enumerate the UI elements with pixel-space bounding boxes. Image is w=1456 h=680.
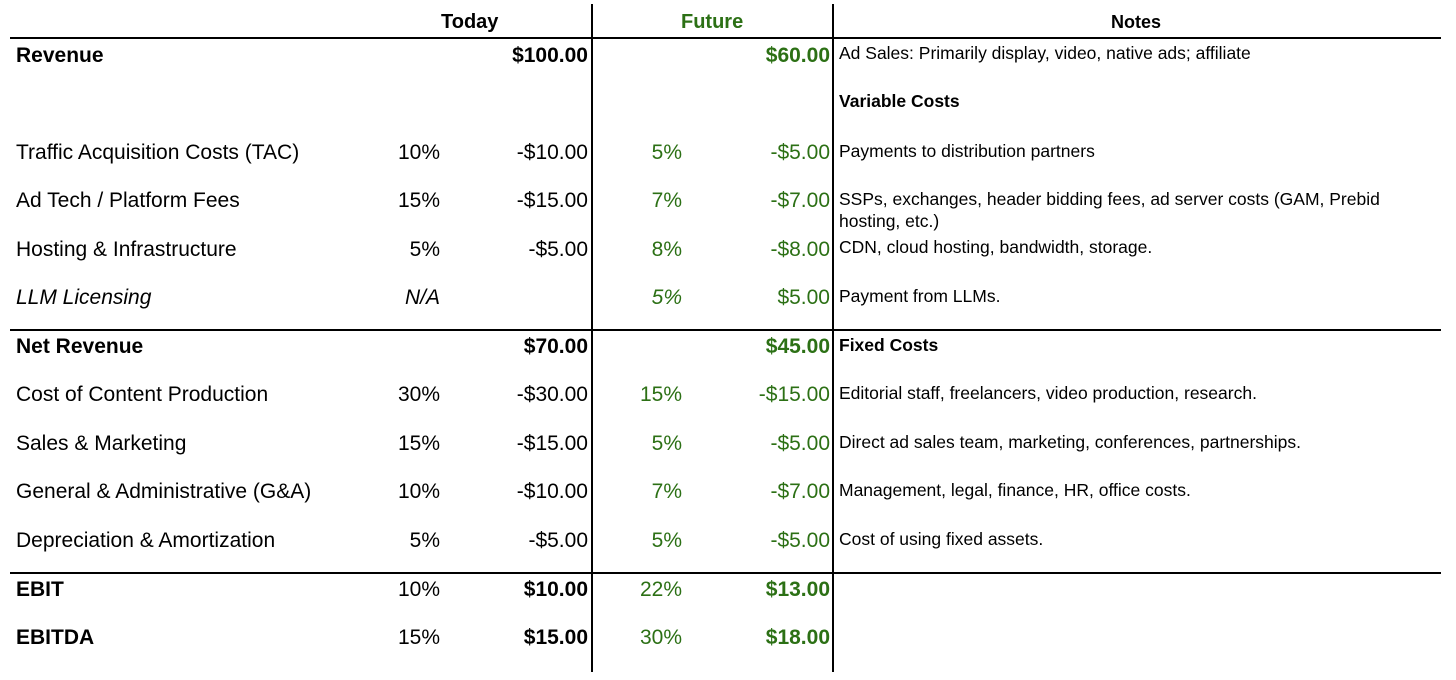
today-percent: 15% <box>397 626 440 649</box>
row-label: Traffic Acquisition Costs (TAC) <box>16 141 300 164</box>
today-percent: 15% <box>397 189 440 212</box>
row-ebitda <box>0 614 1456 662</box>
row-note: Editorial staff, freelancers, video production, research. <box>839 383 1257 403</box>
today-amount: -$30.00 <box>516 383 588 406</box>
future-percent: 8% <box>651 238 682 261</box>
today-percent: 30% <box>397 383 440 406</box>
row-net-revenue <box>0 323 1456 371</box>
future-amount: -$5.00 <box>770 529 830 552</box>
future-amount: $45.00 <box>765 335 830 358</box>
row-note: Payment from LLMs. <box>839 286 1001 306</box>
row-note: CDN, cloud hosting, bandwidth, storage. <box>839 237 1153 257</box>
row-label: Cost of Content Production <box>16 383 269 406</box>
row-llm-licensing <box>0 274 1456 322</box>
today-amount: $10.00 <box>523 578 588 601</box>
future-amount: $5.00 <box>777 286 830 309</box>
row-label: Ad Tech / Platform Fees <box>16 189 240 212</box>
today-amount: -$10.00 <box>516 480 588 503</box>
future-percent: 15% <box>639 383 682 406</box>
today-percent: 10% <box>397 141 440 164</box>
row-label: EBIT <box>16 578 64 601</box>
future-amount: -$5.00 <box>770 141 830 164</box>
row-note: Ad Sales: Primarily display, video, native ads; affiliate <box>839 43 1251 63</box>
today-amount: $70.00 <box>523 335 588 358</box>
future-percent: 30% <box>639 626 682 649</box>
row-note: Direct ad sales team, marketing, conferences, partnerships. <box>839 432 1302 452</box>
today-percent: 10% <box>397 480 440 503</box>
row-label: Hosting & Infrastructure <box>16 238 237 261</box>
today-amount: -$15.00 <box>516 189 588 212</box>
section-heading-fixed-costs: Fixed Costs <box>839 335 939 355</box>
today-amount: -$15.00 <box>516 432 588 455</box>
future-percent: 7% <box>651 480 682 503</box>
today-percent: N/A <box>404 286 440 309</box>
row-ebit <box>0 566 1456 614</box>
row-label: Net Revenue <box>16 335 144 358</box>
today-percent: 5% <box>409 238 440 261</box>
row-label: LLM Licensing <box>16 286 152 309</box>
today-percent: 10% <box>397 578 440 601</box>
row-note: SSPs, exchanges, header bidding fees, ad server costs (GAM, Prebid hosting, etc.) <box>839 189 1380 231</box>
row-sales-marketing <box>0 420 1456 468</box>
row-label: Revenue <box>16 44 104 67</box>
today-amount: -$5.00 <box>528 529 588 552</box>
today-amount: -$10.00 <box>516 141 588 164</box>
future-amount: $13.00 <box>765 578 830 601</box>
future-amount: -$5.00 <box>770 432 830 455</box>
future-percent: 5% <box>651 432 682 455</box>
row-tac <box>0 129 1456 177</box>
row-content-production <box>0 371 1456 419</box>
future-amount: $18.00 <box>765 626 830 649</box>
today-percent: 5% <box>409 529 440 552</box>
future-amount: -$7.00 <box>770 189 830 212</box>
future-percent: 5% <box>651 529 682 552</box>
future-percent: 5% <box>651 141 682 164</box>
header-today: Today <box>441 11 499 33</box>
row-ad-tech <box>0 177 1456 231</box>
row-general-administrative <box>0 468 1456 516</box>
row-label: General & Administrative (G&A) <box>16 480 312 503</box>
row-note: Payments to distribution partners <box>839 141 1095 161</box>
future-percent: 5% <box>651 286 682 309</box>
today-amount: $15.00 <box>523 626 588 649</box>
today-percent: 15% <box>397 432 440 455</box>
future-amount: $60.00 <box>765 44 830 67</box>
header-future: Future <box>681 11 744 33</box>
row-label: Sales & Marketing <box>16 432 187 455</box>
section-heading-variable-costs: Variable Costs <box>839 91 960 111</box>
row-note: Cost of using fixed assets. <box>839 529 1044 549</box>
today-amount: -$5.00 <box>528 238 588 261</box>
row-depreciation-amortization <box>0 517 1456 565</box>
header-notes: Notes <box>1111 12 1162 32</box>
row-label: EBITDA <box>16 626 95 649</box>
row-variable-costs <box>0 80 1456 128</box>
row-note: Management, legal, finance, HR, office costs. <box>839 480 1191 500</box>
row-revenue <box>0 32 1456 80</box>
future-percent: 7% <box>651 189 682 212</box>
future-percent: 22% <box>639 578 682 601</box>
future-amount: -$7.00 <box>770 480 830 503</box>
row-hosting <box>0 226 1456 274</box>
future-amount: -$15.00 <box>758 383 830 406</box>
future-amount: -$8.00 <box>770 238 830 261</box>
today-amount: $100.00 <box>512 44 588 67</box>
row-label: Depreciation & Amortization <box>16 529 276 552</box>
